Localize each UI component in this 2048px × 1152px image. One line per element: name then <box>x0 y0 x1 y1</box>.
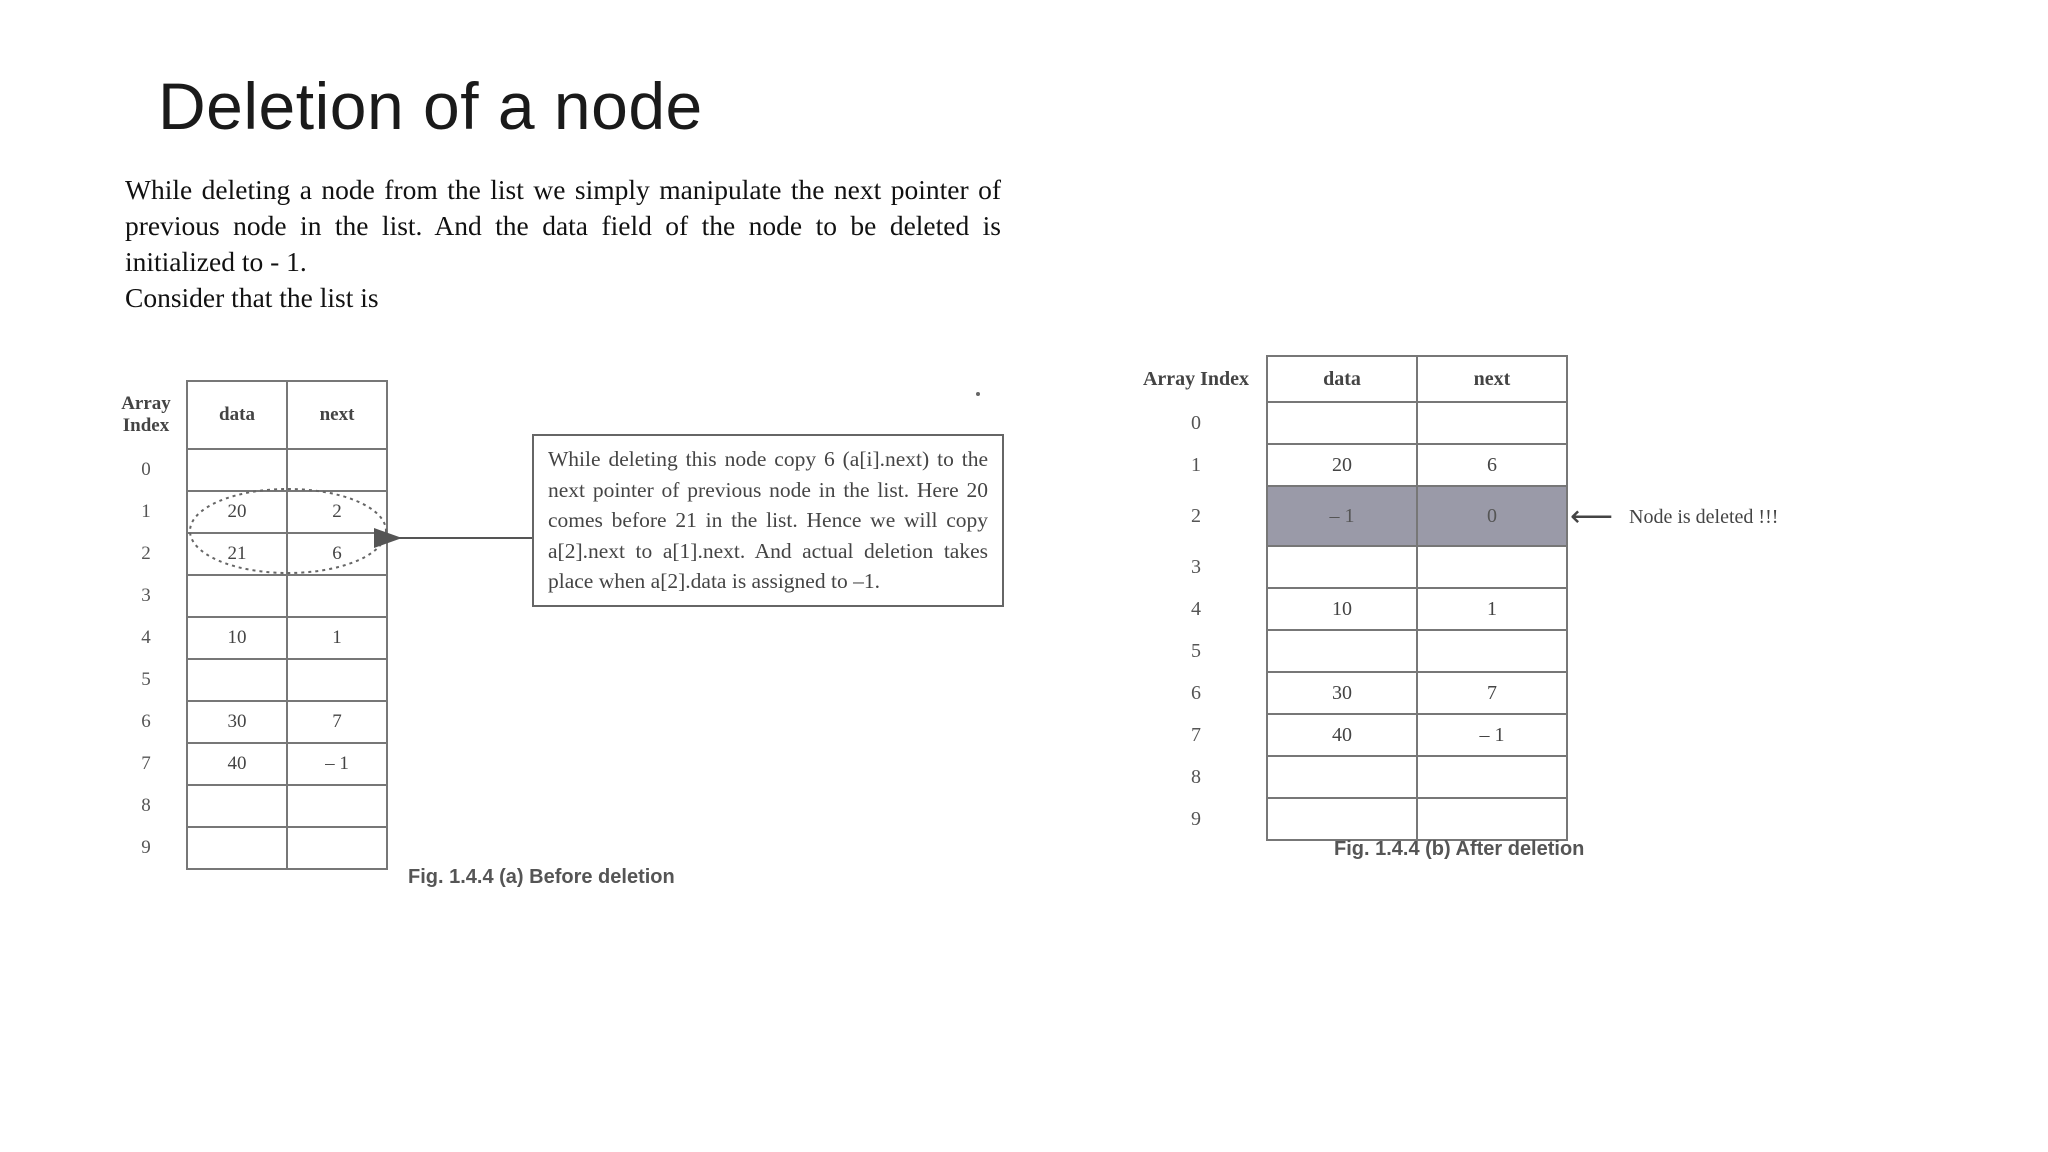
table-row <box>1126 756 1567 798</box>
row-index: 6 <box>141 711 151 732</box>
row-index: 0 <box>141 459 151 480</box>
data-cell <box>1267 630 1417 672</box>
deleted-note-label: Node is deleted !!! <box>1629 505 1779 528</box>
next-cell: 0 <box>1417 486 1567 546</box>
next-cell: 7 <box>1417 672 1567 714</box>
next-cell: – 1 <box>1417 714 1567 756</box>
row-index: 9 <box>141 837 151 858</box>
deletion-explanation-box: While deleting this node copy 6 (a[i].next) to the next pointer of previous node in the list. Here 20 comes before 21 in the list. Hence we will copy a[2].next to a[1].next. And actual deletion takes place when a[2].data is assigned to –1. <box>532 434 1004 607</box>
intro-text <box>125 172 1001 316</box>
table-row <box>1126 672 1567 714</box>
index-header <box>106 381 187 449</box>
index-header: Array Index <box>1142 368 1250 390</box>
next-cell <box>287 449 387 491</box>
table-row <box>1126 546 1567 588</box>
table-row <box>1126 588 1567 630</box>
table-row <box>106 659 387 701</box>
table-row <box>106 785 387 827</box>
table-row <box>106 701 387 743</box>
row-index: 8 <box>1191 765 1201 788</box>
row-index: 2 <box>1191 504 1201 527</box>
row-index: 4 <box>1191 597 1201 620</box>
data-cell: 21 <box>187 533 287 575</box>
data-cell <box>187 575 287 617</box>
data-cell: 10 <box>1267 588 1417 630</box>
intro-paragraph: While deleting a node from the list we simply manipulate the next pointer of previous node in the list. And the data field of the node to be deleted is initialized to - 1. <box>125 174 1001 277</box>
data-cell <box>1267 756 1417 798</box>
next-cell <box>1417 630 1567 672</box>
table-row <box>106 449 387 491</box>
next-cell: 6 <box>1417 444 1567 486</box>
row-index: 4 <box>141 627 151 648</box>
data-cell <box>1267 402 1417 444</box>
next-cell: 2 <box>287 491 387 533</box>
row-index: 1 <box>1191 453 1201 476</box>
table-row <box>1126 798 1567 840</box>
data-cell <box>187 449 287 491</box>
row-index: 5 <box>1191 639 1201 662</box>
next-cell <box>287 659 387 701</box>
row-index: 6 <box>1191 681 1201 704</box>
table-row <box>106 491 387 533</box>
table-row <box>1126 402 1567 444</box>
before-caption: Fig. 1.4.4 (a) Before deletion <box>408 866 675 888</box>
row-index: 7 <box>1191 723 1201 746</box>
next-header: next <box>287 381 387 449</box>
next-cell: 6 <box>287 533 387 575</box>
row-index: 2 <box>141 543 151 564</box>
before-deletion-table <box>106 380 388 870</box>
table-row <box>106 617 387 659</box>
next-cell <box>1417 756 1567 798</box>
left-arrow-icon: ⟵ <box>1570 500 1614 533</box>
table-row <box>106 533 387 575</box>
row-index: 3 <box>141 585 151 606</box>
scan-speck <box>976 392 980 396</box>
data-cell <box>1267 546 1417 588</box>
next-cell <box>287 827 387 869</box>
next-cell: – 1 <box>287 743 387 785</box>
table-row <box>1126 714 1567 756</box>
next-cell: 1 <box>287 617 387 659</box>
data-header: data <box>1267 356 1417 402</box>
data-cell: – 1 <box>1267 486 1417 546</box>
data-cell <box>187 785 287 827</box>
data-cell: 10 <box>187 617 287 659</box>
data-cell: 20 <box>1267 444 1417 486</box>
next-cell <box>1417 546 1567 588</box>
next-cell <box>287 575 387 617</box>
deleted-note <box>1570 502 1778 532</box>
index-header-label: Array Index <box>121 393 171 436</box>
slide-title: Deletion of a node <box>158 69 703 143</box>
row-index: 3 <box>1191 555 1201 578</box>
table-row <box>106 743 387 785</box>
data-cell: 30 <box>187 701 287 743</box>
data-cell <box>1267 798 1417 840</box>
data-cell <box>187 659 287 701</box>
next-cell <box>1417 798 1567 840</box>
next-cell <box>1417 402 1567 444</box>
data-cell: 40 <box>187 743 287 785</box>
row-index: 5 <box>141 669 151 690</box>
data-cell: 30 <box>1267 672 1417 714</box>
next-cell: 7 <box>287 701 387 743</box>
data-cell: 20 <box>187 491 287 533</box>
after-deletion-table <box>1126 355 1568 841</box>
row-index: 8 <box>141 795 151 816</box>
table-row <box>106 827 387 869</box>
data-header: data <box>187 381 287 449</box>
next-cell: 1 <box>1417 588 1567 630</box>
table-row <box>1126 486 1567 546</box>
next-cell <box>287 785 387 827</box>
row-index: 1 <box>141 501 151 522</box>
next-header: next <box>1417 356 1567 402</box>
row-index: 0 <box>1191 411 1201 434</box>
table-row <box>106 575 387 617</box>
data-cell <box>187 827 287 869</box>
table-row <box>1126 444 1567 486</box>
after-caption: Fig. 1.4.4 (b) After deletion <box>1334 838 1585 860</box>
intro-consider-line: Consider that the list is <box>125 282 379 313</box>
row-index: 9 <box>1191 807 1201 830</box>
row-index: 7 <box>141 753 151 774</box>
data-cell: 40 <box>1267 714 1417 756</box>
table-row <box>1126 630 1567 672</box>
